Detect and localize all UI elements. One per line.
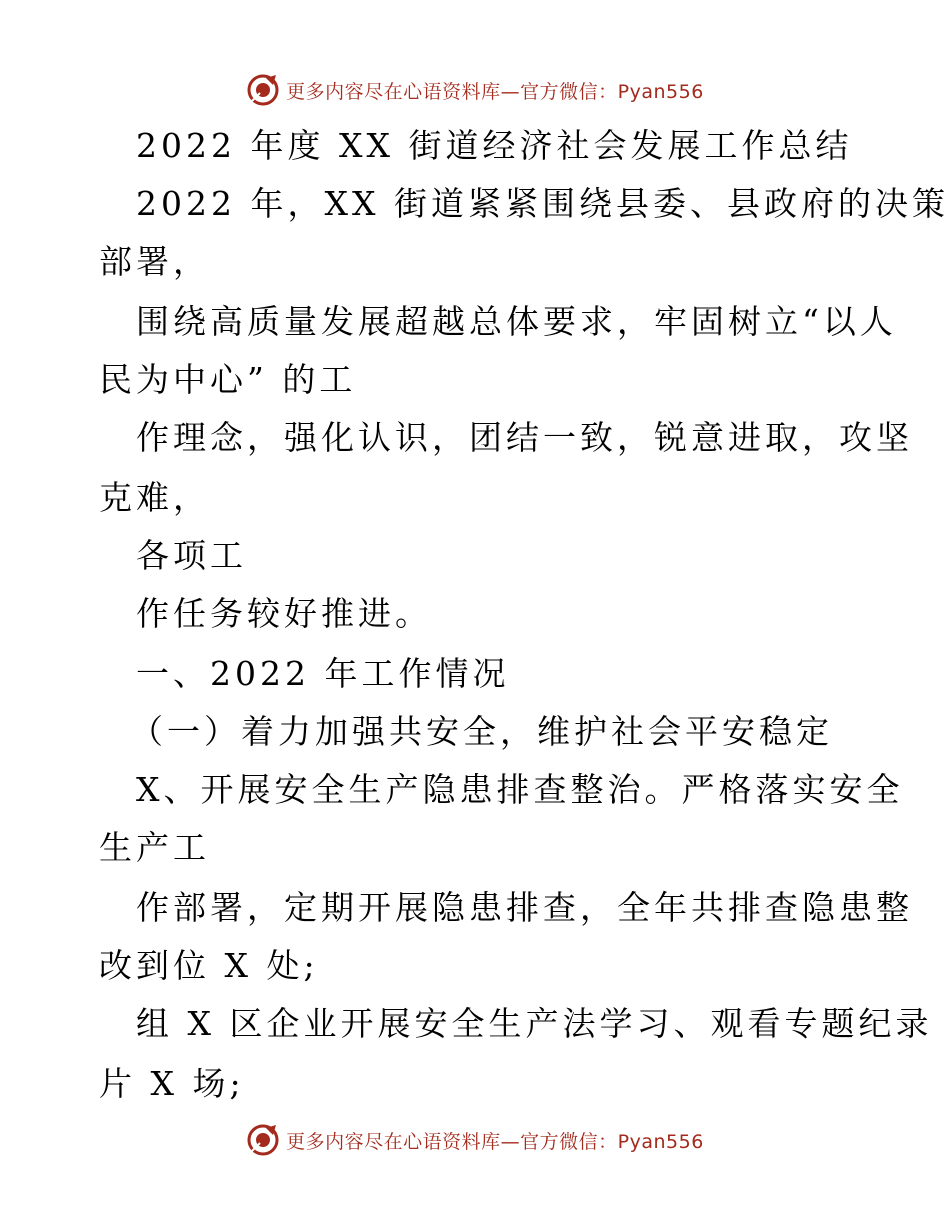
subsection-heading: （一）着力加强共安全，维护社会平安稳定: [130, 712, 833, 751]
footer-banner: [0, 1120, 950, 1160]
paragraph-line: 生产工: [99, 828, 210, 867]
paragraph-line: 作任务较好推进。: [136, 594, 432, 633]
document-title: 2022 年度 XX 街道经济社会发展工作总结: [136, 126, 853, 165]
paragraph-line: 克难，: [99, 478, 210, 517]
paragraph-line: 2022 年，XX 街道紧紧围绕县委、县政府的决策: [136, 184, 949, 223]
paragraph-line: 作部署，定期开展隐患排查，全年共排查隐患整: [136, 888, 913, 927]
paragraph-line: 组 X 区企业开展安全生产法学习、观看专题纪录: [136, 1004, 933, 1043]
paragraph-line: X、开展安全生产隐患排查整治。严格落实安全: [136, 770, 904, 809]
pen-logo-icon: [246, 73, 280, 107]
paragraph-line: 作理念，强化认识，团结一致，锐意进取，攻坚: [136, 418, 913, 457]
footer-banner-text: 更多内容尽在心语资料库—官方微信：Pyan556: [286, 1130, 704, 1153]
header-banner-text: 更多内容尽在心语资料库—官方微信：Pyan556: [286, 80, 704, 103]
pen-logo-icon: [246, 1123, 280, 1157]
paragraph-line: 围绕高质量发展超越总体要求，牢固树立“以人: [136, 302, 897, 341]
paragraph-line: 民为中心” 的工: [99, 360, 357, 399]
paragraph-line: 片 X 场;: [99, 1064, 245, 1103]
header-banner: [0, 70, 950, 110]
paragraph-line: 部署，: [99, 242, 210, 281]
paragraph-line: 改到位 X 处;: [99, 946, 319, 985]
section-heading: 一、2022 年工作情况: [136, 654, 510, 693]
paragraph-line: 各项工: [136, 536, 247, 575]
